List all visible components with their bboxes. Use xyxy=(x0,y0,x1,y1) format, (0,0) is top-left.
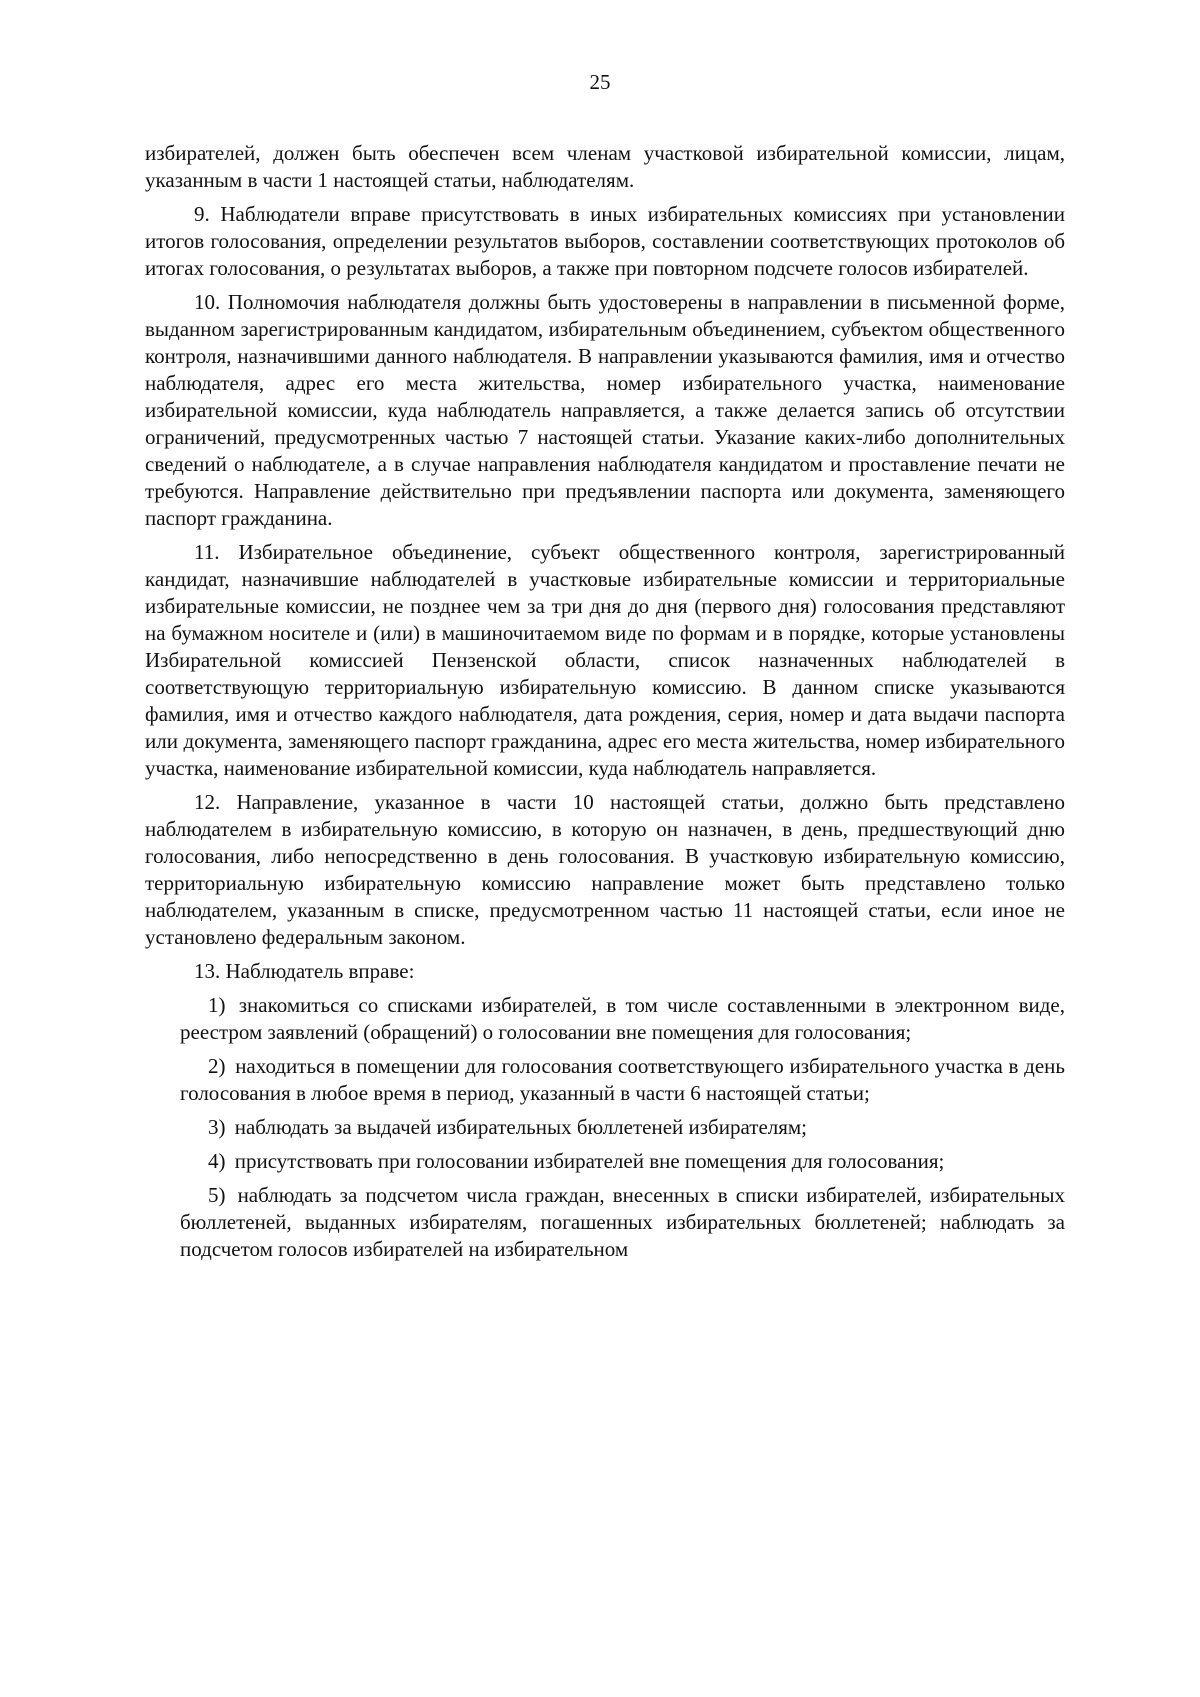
list-item xyxy=(145,1148,1065,1175)
list-item-text: присутствовать при голосовании избирателей вне помещения для голосования; xyxy=(234,1149,945,1173)
paragraph-13: 13. Наблюдатель вправе: xyxy=(194,959,415,983)
list-item-text: наблюдать за выдачей избирательных бюллетеней избирателям; xyxy=(234,1115,808,1139)
list-item-number: 2) xyxy=(208,1054,226,1078)
list-item xyxy=(145,992,1065,1046)
document-body xyxy=(145,140,1065,1270)
list-item-number: 5) xyxy=(208,1183,226,1207)
list-item xyxy=(145,1053,1065,1107)
list-item-text: знакомиться со списками избирателей, в том числе составленными в электронном виде, реестром заявлений (обращений) о голосовании вне помещения для голосования; xyxy=(180,993,1065,1044)
observer-rights-list xyxy=(145,992,1065,1263)
list-item-text: находиться в помещении для голосования соответствующего избирательного участка в день голосования в любое время в период, указанный в части 6 настоящей статьи; xyxy=(180,1054,1065,1105)
list-item-number: 3) xyxy=(208,1115,226,1139)
list-item xyxy=(145,1114,1065,1141)
paragraph-11: 11. Избирательное объединение, субъект общественного контроля, зарегистрированный кандидат, назначившие наблюдателей в участковые избирательные комиссии и территориальные избирательные комиссии, не позднее чем за три дня до дня (первого дня) голосования представляют на бумажном носителе и (или) в машиночитаемом виде по формам и в порядке, которые установлены Избирательной комиссией Пензенской области, список назначенных наблюдателей в соответствующую территориальную избирательную комиссию. В данном списке указываются фамилия, имя и отчество каждого наблюдателя, дата рождения, серия, номер и дата выдачи паспорта или документа, заменяющего паспорт гражданина, адрес его места жительства, номер избирательного участка, наименование избирательной комиссии, куда наблюдатель направляется. xyxy=(145,540,1065,780)
paragraph-continuation: избирателей, должен быть обеспечен всем членам участковой избирательной комиссии, лицам, указанным в части 1 настоящей статьи, наблюдателям. xyxy=(145,141,1065,192)
list-item-text: наблюдать за подсчетом числа граждан, внесенных в списки избирателей, избирательных бюллетеней, выданных избирателям, погашенных избирательных бюллетеней; наблюдать за подсчетом голосов избирателей на избирательном xyxy=(180,1183,1066,1261)
page-number: 25 xyxy=(589,70,611,94)
paragraph-12: 12. Направление, указанное в части 10 настоящей статьи, должно быть представлено наблюдателем в избирательную комиссию, в которую он назначен, в день, предшествующий дню голосования, либо непосредственно в день голосования. В участковую избирательную комиссию, территориальную избирательную комиссию направление может быть представлено только наблюдателем, указанным в списке, предусмотренном частью 11 настоящей статьи, если иное не установлено федеральным законом. xyxy=(145,790,1065,949)
paragraph-10: 10. Полномочия наблюдателя должны быть удостоверены в направлении в письменной форме, выданном зарегистрированным кандидатом, избирательным объединением, субъектом общественного контроля, назначившими данного наблюдателя. В направлении указываются фамилия, имя и отчество наблюдателя, адрес его места жительства, номер избирательного участка, наименование избирательной комиссии, куда наблюдатель направляется, а также делается запись об отсутствии ограничений, предусмотренных частью 7 настоящей статьи. Указание каких-либо дополнительных сведений о наблюдателе, а в случае направления наблюдателя кандидатом и проставление печати не требуются. Направление действительно при предъявлении паспорта или документа, заменяющего паспорт гражданина. xyxy=(145,290,1065,530)
list-item-number: 1) xyxy=(208,993,226,1017)
list-item xyxy=(145,1182,1065,1263)
paragraph-9: 9. Наблюдатели вправе присутствовать в иных избирательных комиссиях при установлении итогов голосования, определении результатов выборов, составлении соответствующих протоколов об итогах голосования, о результатах выборов, а также при повторном подсчете голосов избирателей. xyxy=(145,202,1065,280)
list-item-number: 4) xyxy=(208,1149,226,1173)
